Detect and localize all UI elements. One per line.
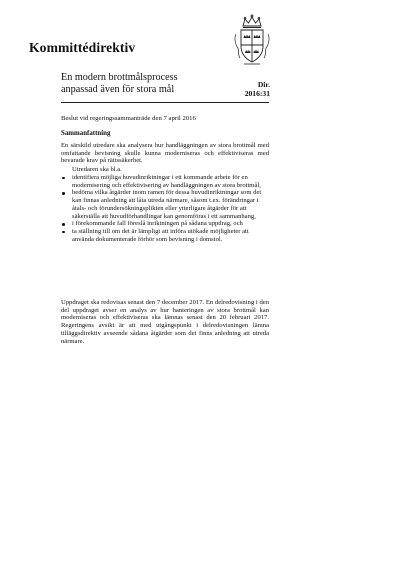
document-title: Kommittédirektiv [29,40,136,55]
task-bullet-list [61,174,269,243]
header-divider [61,102,269,103]
bullet-text: identifiera möjliga huvudinriktningar i ett kommande arbete för en modernisering och effektivisering av handläggningen av stora brottmål, [72,174,261,189]
directive-number-block [238,80,270,98]
bullet-icon [62,223,65,226]
summary-intro-paragraph: En särskild utredare ska analysera hur handläggningen av stora brottmål med omfattande bevisning skulle kunna moderniseras och effektiviseras med bevarade krav på rättssäkerhet. [61,142,269,165]
bullet-text: i förekommande fall föreslå inriktningen på sådana uppdrag, och [72,220,243,228]
dir-number: 2016:31 [244,89,270,98]
decision-line: Beslut vid regeringssammanträde den 7 april 2016 [61,115,196,122]
list-item [61,174,269,189]
summary-closing-paragraph: Uppdraget ska redovisas senast den 7 december 2017. En delredovisning i den del uppdraget avser en analys av hur hanteringen av stora brottmål kan moderniseras och effektiviseras ska lämnas senast den 20 februari 2017. Regeringens avsikt är att med utgångspunkt i delredovisningen lämna tilläggsdirektiv avseende sådana åtgärder som det finns anledning att utreda närmare. [61,299,269,345]
directive-subtitle [61,72,221,95]
coat-of-arms-icon [232,14,272,66]
list-item [61,220,269,228]
bullet-icon [62,192,65,195]
subtitle-line-1: En modern brottmålsprocess [61,72,178,83]
bullet-icon [62,177,65,180]
summary-lead-in: Utredaren ska bl.a. [72,166,122,173]
summary-heading: Sammanfattning [61,130,111,137]
dir-label: Dir. [257,80,270,89]
bullet-text: ta ställning till om det är lämpligt att införa utökade möjligheter att använda dokumenterade förhör som bevisning i domstol. [72,227,249,243]
list-item [61,189,269,220]
subtitle-line-2: anpassad även för stora mål [61,83,175,95]
bullet-icon [62,231,65,234]
bullet-text: bedöma vilka åtgärder inom ramen för dessa huvudinriktningar som det kan finnas anledning att låta utreda närmare, såsom t.ex. förändringar i åtals- och förundersökningsplikten eller ytterligare åtgärder för att säkerställa att huvudförhandlingar kan genomföras i ett sammanhang, [72,189,262,220]
list-item [61,228,269,243]
